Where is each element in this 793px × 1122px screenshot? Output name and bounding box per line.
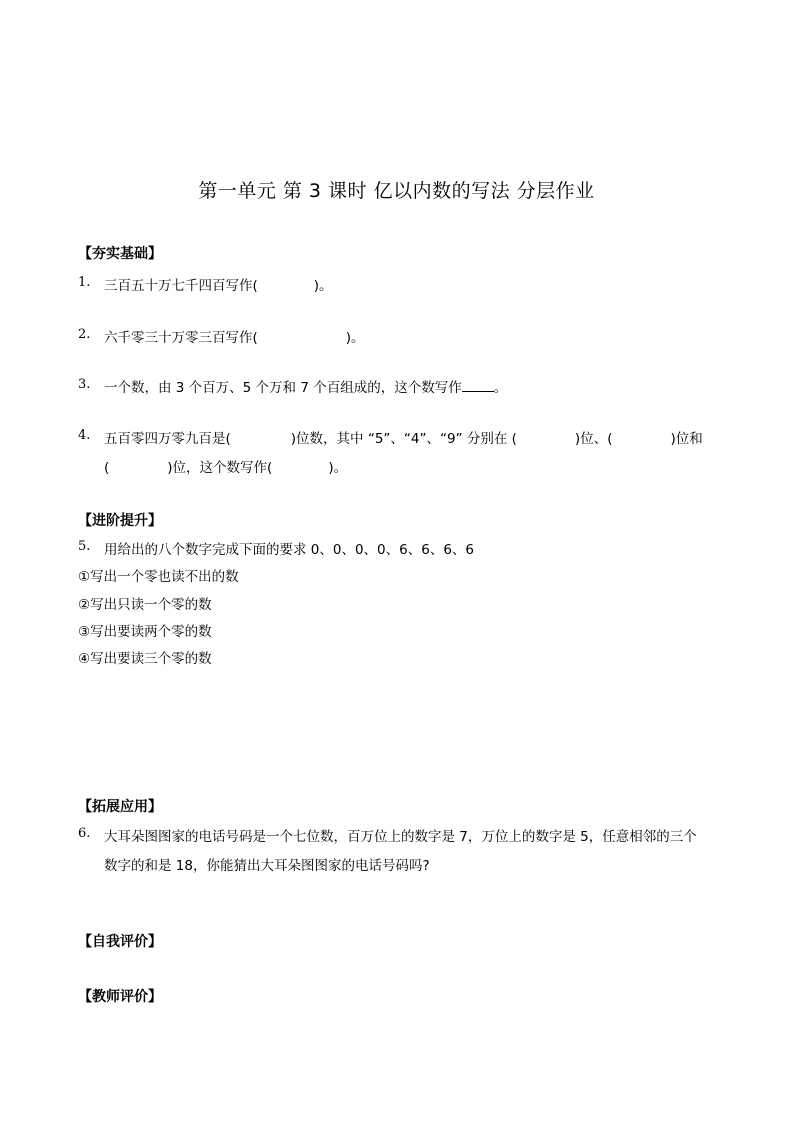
q4-l1-a: 五百零四万零九百是( <box>104 431 231 447</box>
q4-l1-b: )位数，其中 “5”、“4”、“9” 分别在 ( <box>290 431 517 447</box>
q1-text-a: 三百五十万七千四百写作( <box>104 278 258 294</box>
q2-number: 2. <box>78 327 91 342</box>
q6-line2: 数字的和是 18，你能猜出大耳朵图图家的电话号码吗? <box>104 858 430 874</box>
q1-number: 1. <box>78 275 91 290</box>
q3-text <box>104 376 507 396</box>
page-title: 第一单元 第 3 课时 亿以内数的写法 分层作业 <box>198 180 595 202</box>
q4-l1-d: )位和 <box>670 431 703 447</box>
q4-l2-c: )。 <box>328 460 348 476</box>
q2-text-b: )。 <box>345 330 365 346</box>
q3-blank-underline <box>462 379 494 392</box>
q6-line1: 大耳朵图图家的电话号码是一个七位数，百万位上的数字是 7，万位上的数字是 5，任意相邻的三个 <box>104 829 697 845</box>
q5-number: 5. <box>78 539 91 554</box>
q1-text <box>104 274 333 294</box>
q3-text-a: 一个数，由 3 个百万、5 个万和 7 个百组成的，这个数写作 <box>104 380 462 396</box>
q4-line2 <box>104 456 347 476</box>
q6-number: 6. <box>78 826 91 841</box>
q2-text-a: 六千零三十万零三百写作( <box>104 330 258 346</box>
q4-number: 4. <box>78 428 91 443</box>
q2-text <box>104 326 365 346</box>
q3-text-b: 。 <box>493 380 508 396</box>
q5-item-4: ④写出要读三个零的数 <box>78 651 212 667</box>
q5-text: 用给出的八个数字完成下面的要求 0、0、0、0、6、6、6、6 <box>104 542 475 558</box>
section-advanced: 【进阶提升】 <box>78 513 162 529</box>
section-teacher-eval: 【教师评价】 <box>78 989 162 1005</box>
section-basic: 【夯实基础】 <box>78 246 162 262</box>
q4-l1-c: )位、( <box>574 431 613 447</box>
q5-item-3: ③写出要读两个零的数 <box>78 624 212 640</box>
q4-line1 <box>104 427 703 447</box>
section-extend: 【拓展应用】 <box>78 799 162 815</box>
q5-item-2: ②写出只读一个零的数 <box>78 597 212 613</box>
section-self-eval: 【自我评价】 <box>78 934 162 950</box>
q3-number: 3. <box>78 377 91 392</box>
q4-l2-a: ( <box>104 460 110 476</box>
q4-l2-b: )位，这个数写作( <box>167 460 273 476</box>
q5-item-1: ①写出一个零也读不出的数 <box>78 569 239 585</box>
q1-text-b: )。 <box>313 278 333 294</box>
